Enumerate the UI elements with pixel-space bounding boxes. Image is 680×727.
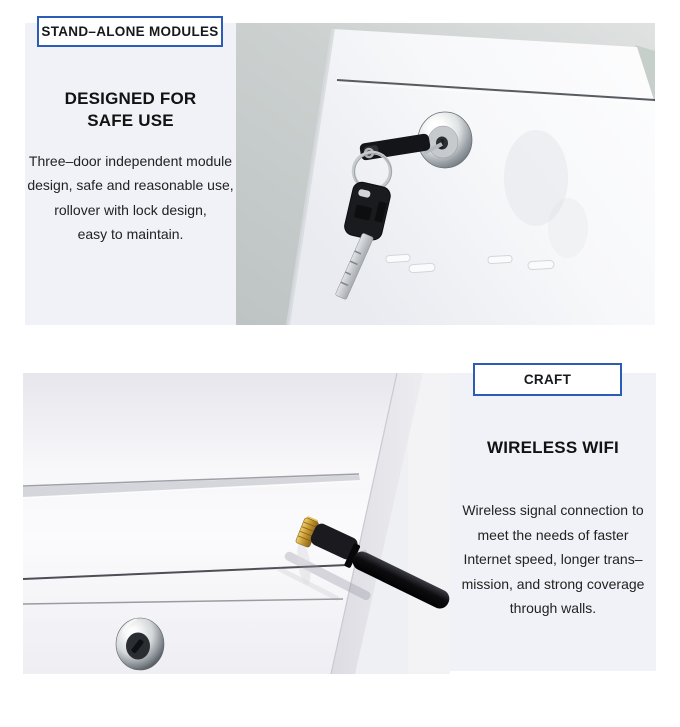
modules-heading [25,88,236,131]
modules-description-line: easy to maintain. [77,226,184,243]
wifi-antenna-photo [23,373,450,674]
craft-heading: WIRELESS WIFI [487,438,619,457]
craft-description-line: through walls. [509,600,597,617]
drawer-lock-cylinder [116,618,164,670]
modules-description-line: rollover with lock design, [54,201,207,218]
lock-and-keys-illustration [236,23,655,325]
modules-heading-line1: DESIGNED FOR [64,89,197,108]
wifi-antenna-illustration [23,373,450,674]
modules-description-line: design, safe and reasonable use, [27,177,234,194]
craft-description-line: Internet speed, longer trans– [463,551,643,568]
craft-badge [473,363,622,396]
modules-heading-line2: SAFE USE [87,110,174,130]
craft-description-line: meet the needs of faster [477,526,629,543]
modules-badge-label: STAND–ALONE MODULES [41,24,219,39]
craft-description [442,498,664,621]
cabinet-front [23,373,423,674]
craft-badge-label: CRAFT [523,372,572,387]
modules-description [12,149,249,247]
modules-badge [37,16,223,47]
lock-and-keys-photo [236,23,655,325]
modules-description-line: Three–door independent module [28,153,233,169]
craft-description-line: mission, and strong coverage [461,575,645,592]
craft-description-line: Wireless signal connection to [462,502,644,518]
